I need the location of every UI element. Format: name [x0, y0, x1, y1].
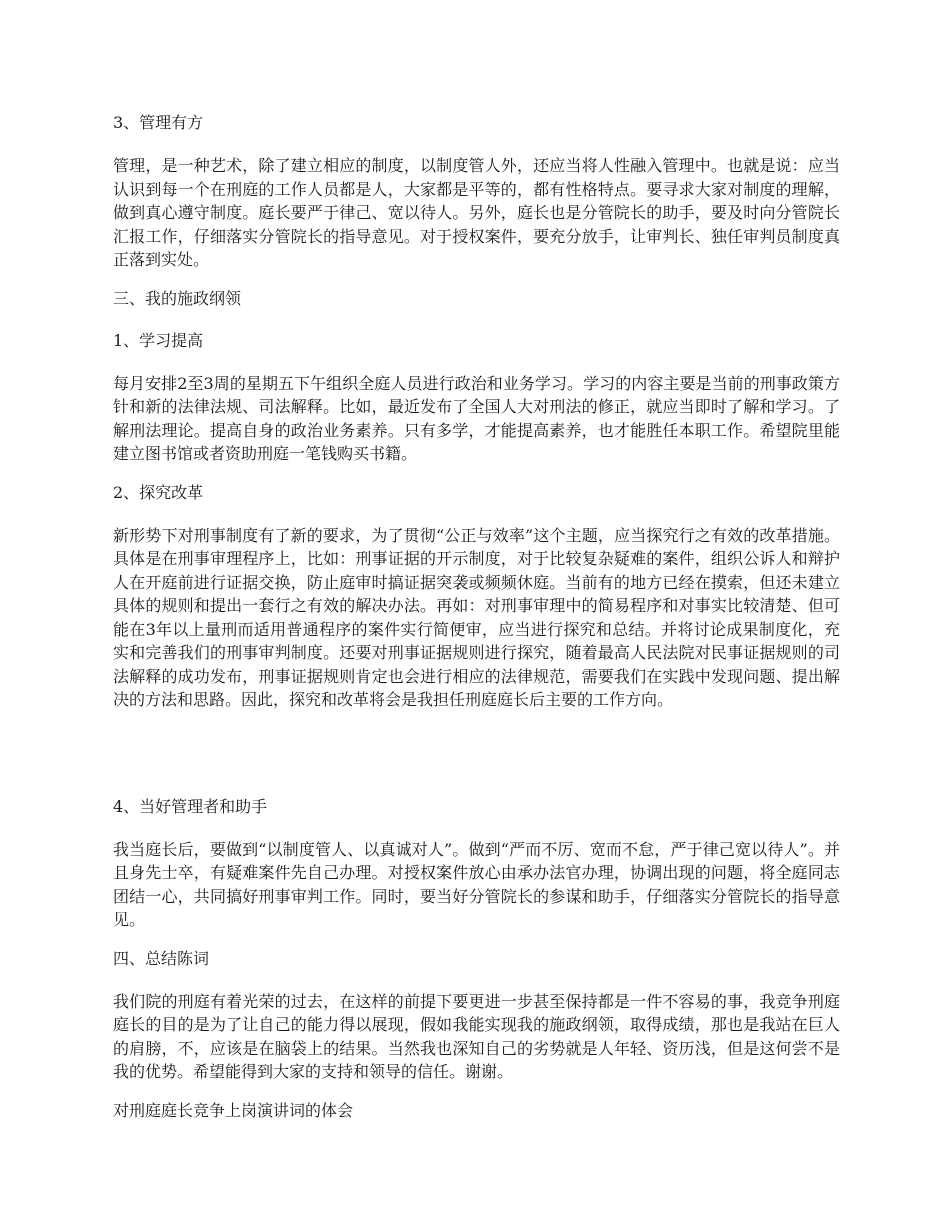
section-heading-program: 三、我的施政纲领	[113, 288, 242, 308]
paragraph-reform: 新形势下对刑事制度有了新的要求，为了贯彻“公正与效率”这个主题，应当探究行之有效的改革措施。具体是在刑事审理程序上，比如：刑事证据的开示制度，对于比较复杂疑难的案件，组织公诉人和辩护人在开庭前进行证据交换，防止庭审时搞证据突袭或频频休庭。当前有的地方已经在摸索，但还未建立具体的规则和提出一套行之有效的解决办法。再如：对刑事审理中的简易程序和对事实比较清楚、但可能在3年以上量刑而适用普通程序的案件实行简便审，应当进行探究和总结。并将讨论成果制度化，充实和完善我们的刑事审判制度。还要对刑事证据规则进行探究，随着最高人民法院对民事证据规则的司法解释的成功发布，刑事证据规则肯定也会进行相应的法律规范，需要我们在实践中发现问题、提出解决的方法和思路。因此，探究和改革将会是我担任刑庭庭长后主要的工作方向。	[113, 525, 840, 709]
paragraph-summary: 我们院的刑庭有着光荣的过去，在这样的前提下要更进一步甚至保持都是一件不容易的事，我竞争刑庭庭长的目的是为了让自己的能力得以展现，假如我能实现我的施政纲领，取得成绩，那也是我站在巨人的肩膀，不，应该是在脑袋上的结果。当然我也深知自己的劣势就是人年轻、资历浅，但是这何尝不是我的优势。希望能得到大家的支持和领导的信任。谢谢。	[113, 991, 840, 1081]
closing-title: 对刑庭庭长竞争上岗演讲词的体会	[113, 1100, 354, 1120]
blank-gap	[113, 728, 840, 796]
document-page	[113, 112, 840, 1142]
paragraph-assistant: 我当庭长后，要做到“以制度管人、以真诚对人”。做到“严而不厉、宽而不怠，严于律己宽以待人”。并且身先士卒，有疑难案件先自己办理。对授权案件放心由承办法官办理，协调出现的问题，将全庭同志团结一心，共同搞好刑事审判工作。同时，要当好分管院长的参谋和助手，仔细落实分管院长的指导意见。	[113, 839, 840, 929]
section-heading-management: 3、管理有方	[113, 113, 204, 132]
section-heading-reform: 2、探究改革	[113, 482, 204, 502]
paragraph-management: 管理，是一种艺术，除了建立相应的制度，以制度管人外，还应当将人性融入管理中。也就是说：应当认识到每一个在刑庭的工作人员都是人，大家都是平等的，都有性格特点。要寻求大家对制度的理解，做到真心遵守制度。庭长要严于律己、宽以待人。另外，庭长也是分管院长的助手，要及时向分管院长汇报工作，仔细落实分管院长的指导意见。对于授权案件，要充分放手，让审判长、独任审判员制度真正落到实处。	[113, 156, 840, 269]
section-heading-study: 1、学习提高	[113, 330, 204, 350]
paragraph-study: 每月安排2至3周的星期五下午组织全庭人员进行政治和业务学习。学习的内容主要是当前的刑事政策方针和新的法律法规、司法解释。比如，最近发布了全国人大对刑法的修正，就应当即时了解和学习。了解刑法理论。提高自身的政治业务素养。只有多学，才能提高素养，也才能胜任本职工作。希望院里能建立图书馆或者资助刑庭一笔钱购买书籍。	[113, 373, 840, 463]
section-heading-summary: 四、总结陈词	[113, 948, 210, 968]
section-heading-assistant: 4、当好管理者和助手	[113, 796, 268, 816]
